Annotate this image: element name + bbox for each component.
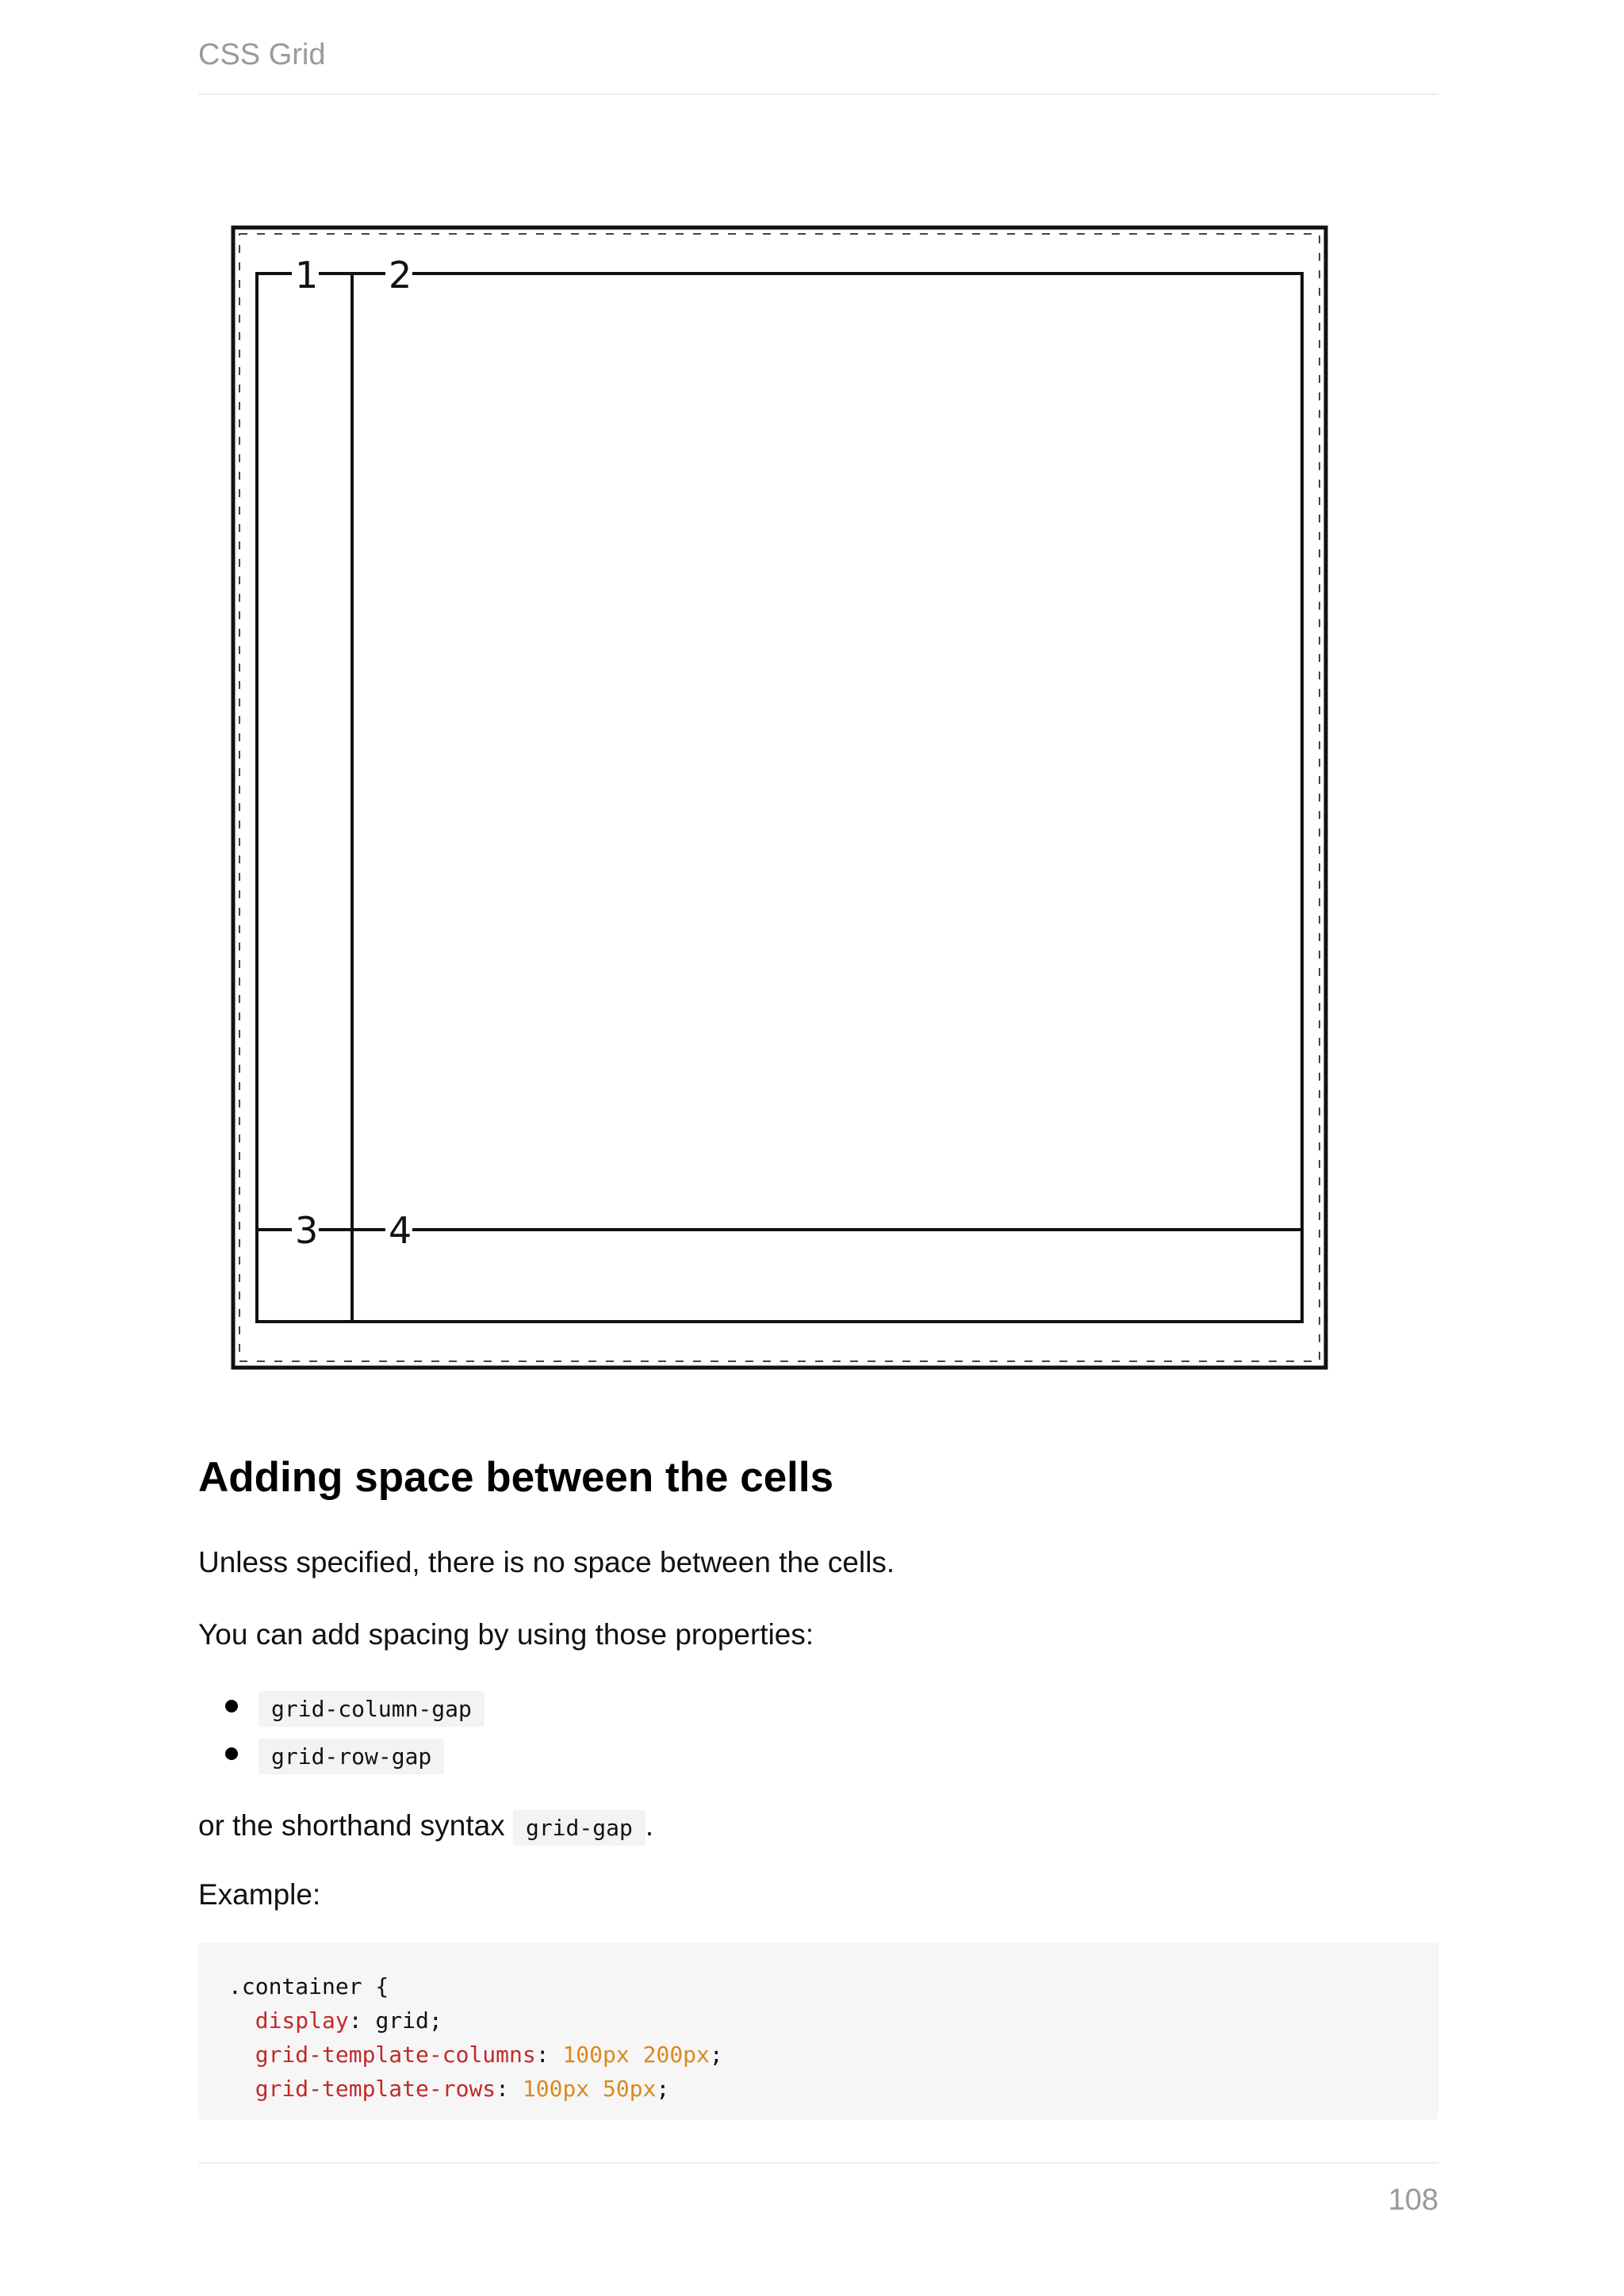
code-property: display bbox=[255, 2007, 349, 2034]
bullet-icon bbox=[225, 1700, 238, 1712]
inline-code-column-gap: grid-column-gap bbox=[259, 1691, 485, 1727]
list-item bbox=[222, 1686, 485, 1733]
grid-lines-svg bbox=[230, 224, 1329, 1371]
footer-divider bbox=[198, 2162, 1438, 2164]
paragraph-shorthand bbox=[198, 1809, 653, 1843]
code-property: grid-template-rows bbox=[255, 2076, 496, 2102]
inline-code-grid-gap: grid-gap bbox=[513, 1810, 645, 1846]
code-value: 100px 200px bbox=[562, 2042, 710, 2068]
inline-code-row-gap: grid-row-gap bbox=[259, 1739, 444, 1774]
paragraph-spacing-properties: You can add spacing by using those properties: bbox=[198, 1618, 814, 1651]
page-number: 108 bbox=[1388, 2183, 1438, 2217]
code-line-display: display: grid; bbox=[255, 2007, 442, 2034]
code-line-rows: grid-template-rows: 100px 50px; bbox=[255, 2076, 670, 2102]
grid-line-label-3: 3 bbox=[295, 1209, 319, 1252]
running-header: CSS Grid bbox=[198, 38, 326, 71]
code-example-block bbox=[198, 1942, 1438, 2120]
code-value: 100px 50px bbox=[522, 2076, 657, 2102]
grid-line-label-1: 1 bbox=[295, 254, 319, 297]
shorthand-prefix: or the shorthand syntax bbox=[198, 1809, 505, 1842]
list-item bbox=[222, 1733, 485, 1781]
code-line-selector: .container { bbox=[228, 1973, 389, 1999]
grid-line-label-4: 4 bbox=[389, 1209, 412, 1252]
bullet-icon bbox=[225, 1747, 238, 1760]
grid-line-label-2: 2 bbox=[389, 254, 412, 297]
code-property: grid-template-columns bbox=[255, 2042, 536, 2068]
gap-properties-list bbox=[222, 1686, 485, 1781]
paragraph-no-space: Unless specified, there is no space between the cells. bbox=[198, 1546, 895, 1578]
header-divider bbox=[198, 94, 1438, 95]
shorthand-suffix: . bbox=[645, 1809, 654, 1842]
grid-container-outline bbox=[257, 274, 1302, 1322]
code-line-columns: grid-template-columns: 100px 200px; bbox=[255, 2042, 723, 2068]
code-value: grid bbox=[375, 2007, 429, 2034]
grid-lines-diagram bbox=[230, 224, 1329, 1371]
section-title: Adding space between the cells bbox=[198, 1454, 834, 1501]
example-label: Example: bbox=[198, 1878, 321, 1911]
